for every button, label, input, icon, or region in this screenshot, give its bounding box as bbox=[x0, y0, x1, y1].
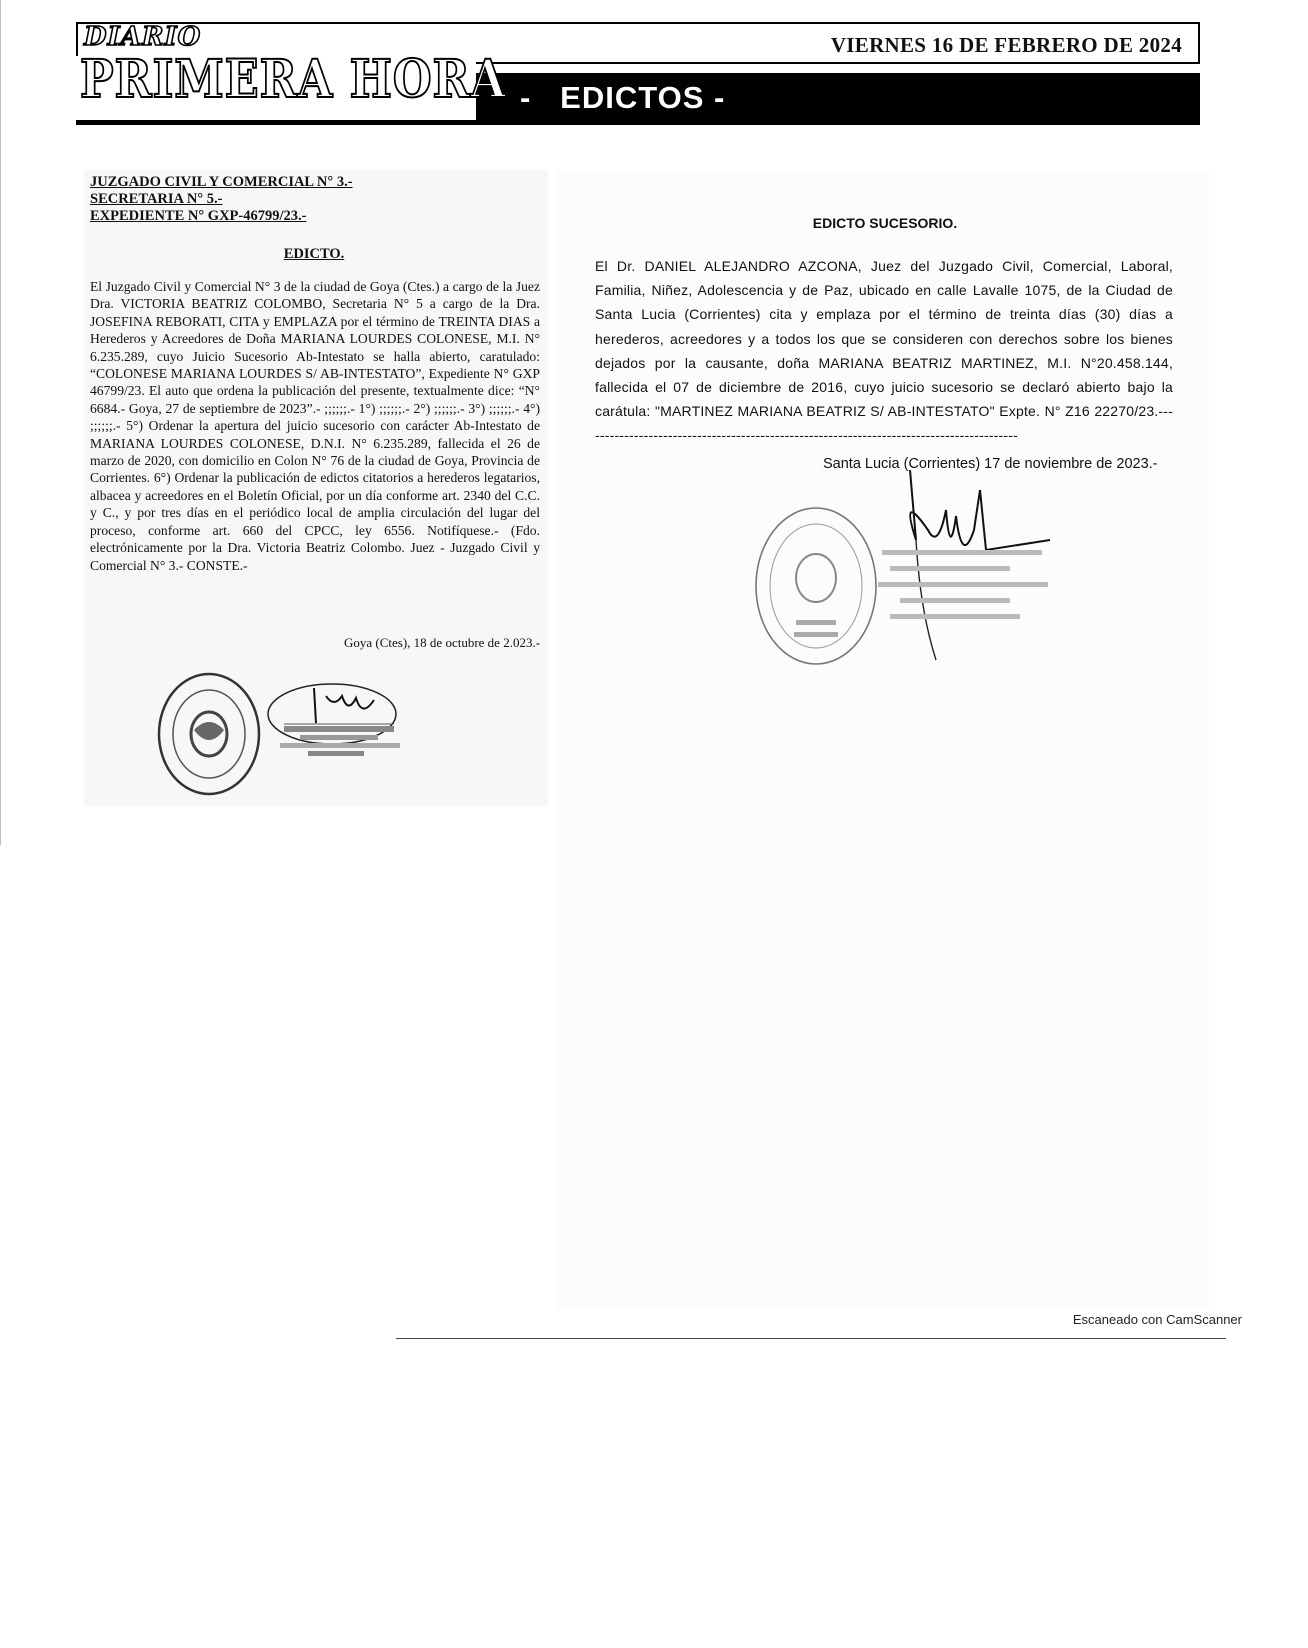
court-seal-stamp bbox=[154, 670, 264, 798]
logo-diario: DIARIO bbox=[84, 22, 202, 52]
footer-divider bbox=[396, 1338, 1226, 1339]
right-edict-document bbox=[555, 170, 1215, 1310]
logo-primera-hora: PRIMERA HORA bbox=[80, 49, 507, 110]
left-edict-secretary: SECRETARIA N° 5.- bbox=[90, 191, 223, 207]
left-edict-document bbox=[84, 170, 548, 806]
header-date: VIERNES 16 DE FEBRERO DE 2024 bbox=[830, 33, 1182, 57]
left-edict-court: JUZGADO CIVIL Y COMERCIAL N° 3.- bbox=[90, 174, 353, 190]
left-edict-place-date: Goya (Ctes), 18 de octubre de 2.023.- bbox=[344, 635, 541, 650]
left-edict-title: EDICTO. bbox=[283, 246, 345, 262]
right-edict-title: EDICTO SUCESORIO. bbox=[812, 215, 958, 231]
camscanner-footer: Escaneado con CamScanner bbox=[1072, 1312, 1242, 1327]
left-edict-body: El Juzgado Civil y Comercial N° 3 de la ciudad de Goya (Ctes.) a cargo de la Juez Dra. VICTORIA BEATRIZ COLOMBO, Secretaria N° 5 a cargo de la Dra. JOSEFINA REBORATI, CITA y EMPLAZA por el término de TREINTA DIAS a Herederos y Acreedores de Doña MARIANA LOURDES COLONESE, M.I. N° 6.235.289, cuyo Juicio Sucesorio Ab-Intestato se halla abierto, caratulado: “COLONESE MARIANA LOURDES S/ AB-INTESTATO”, Expediente N° GXP 46799/23. El auto que ordena la publicación del presente, textualmente dice: “N° 6684.- Goya, 27 de septiembre de 2023”.- ;;;;;;.- 1°) ;;;;;;.- 2°) ;;;;;;.- 3°) ;;;;;;.- 4°) ;;;;;;.- 5°) Ordenar la apertura del juicio sucesorio con carácter Ab-Intestato de MARIANA LOURDES COLONESE, D.N.I. N° 6.235.289, fallecida el 26 de marzo de 2020, con domicilio en Colon N° 76 de la ciudad de Goya, Provincia de Corrientes. 6°) Ordenar la publicación de edictos citatorios a herederos legatarios, albacea y acreedores en el Boletín Oficial, por un día conforme art. 2340 del C.C. y C., y por tres días en el periódico local de amplia circulación del lugar del proceso, conforme art. 660 del CPCC, ley 6556. Notifíquese.- (Fdo. electrónicamente por la Dra. Victoria Beatriz Colombo. Juez - Juzgado Civil y Comercial N° 3.- CONSTE.- bbox=[90, 279, 540, 573]
left-edict-file: EXPEDIENTE N° GXP-46799/23.- bbox=[90, 208, 307, 224]
judge-seal-and-signature bbox=[750, 470, 1080, 670]
page-edge-line bbox=[0, 0, 1, 845]
right-edict-body: El Dr. DANIEL ALEJANDRO AZCONA, Juez del Juzgado Civil, Comercial, Laboral, Familia, Niñez, Adolescencia y de Paz, ubicado en calle Lavalle 1075, de la Ciudad de Santa Lucia (Corrientes) cita y emplaza por el término de treinta días (30) días a herederos, acreedores y a todos los que se consideren con derechos sobre los bienes dejados por la causante, doña MARIANA BEATRIZ MARTINEZ, M.I. N°20.458.144, fallecida el 07 de diciembre de 2016, cuyo juicio sucesorio se declaró abierto bajo la carátula: "MARTINEZ MARIANA BEATRIZ S/ AB-INTESTATO" Expte. N° Z16 22270/23.------------------------------------------------------------------------------------------ bbox=[595, 258, 1173, 444]
header-section-title: - EDICTOS - bbox=[520, 80, 726, 115]
right-edict-place-date: Santa Lucia (Corrientes) 17 de noviembre de 2023.- bbox=[823, 456, 1158, 472]
secretary-signature bbox=[264, 678, 524, 778]
